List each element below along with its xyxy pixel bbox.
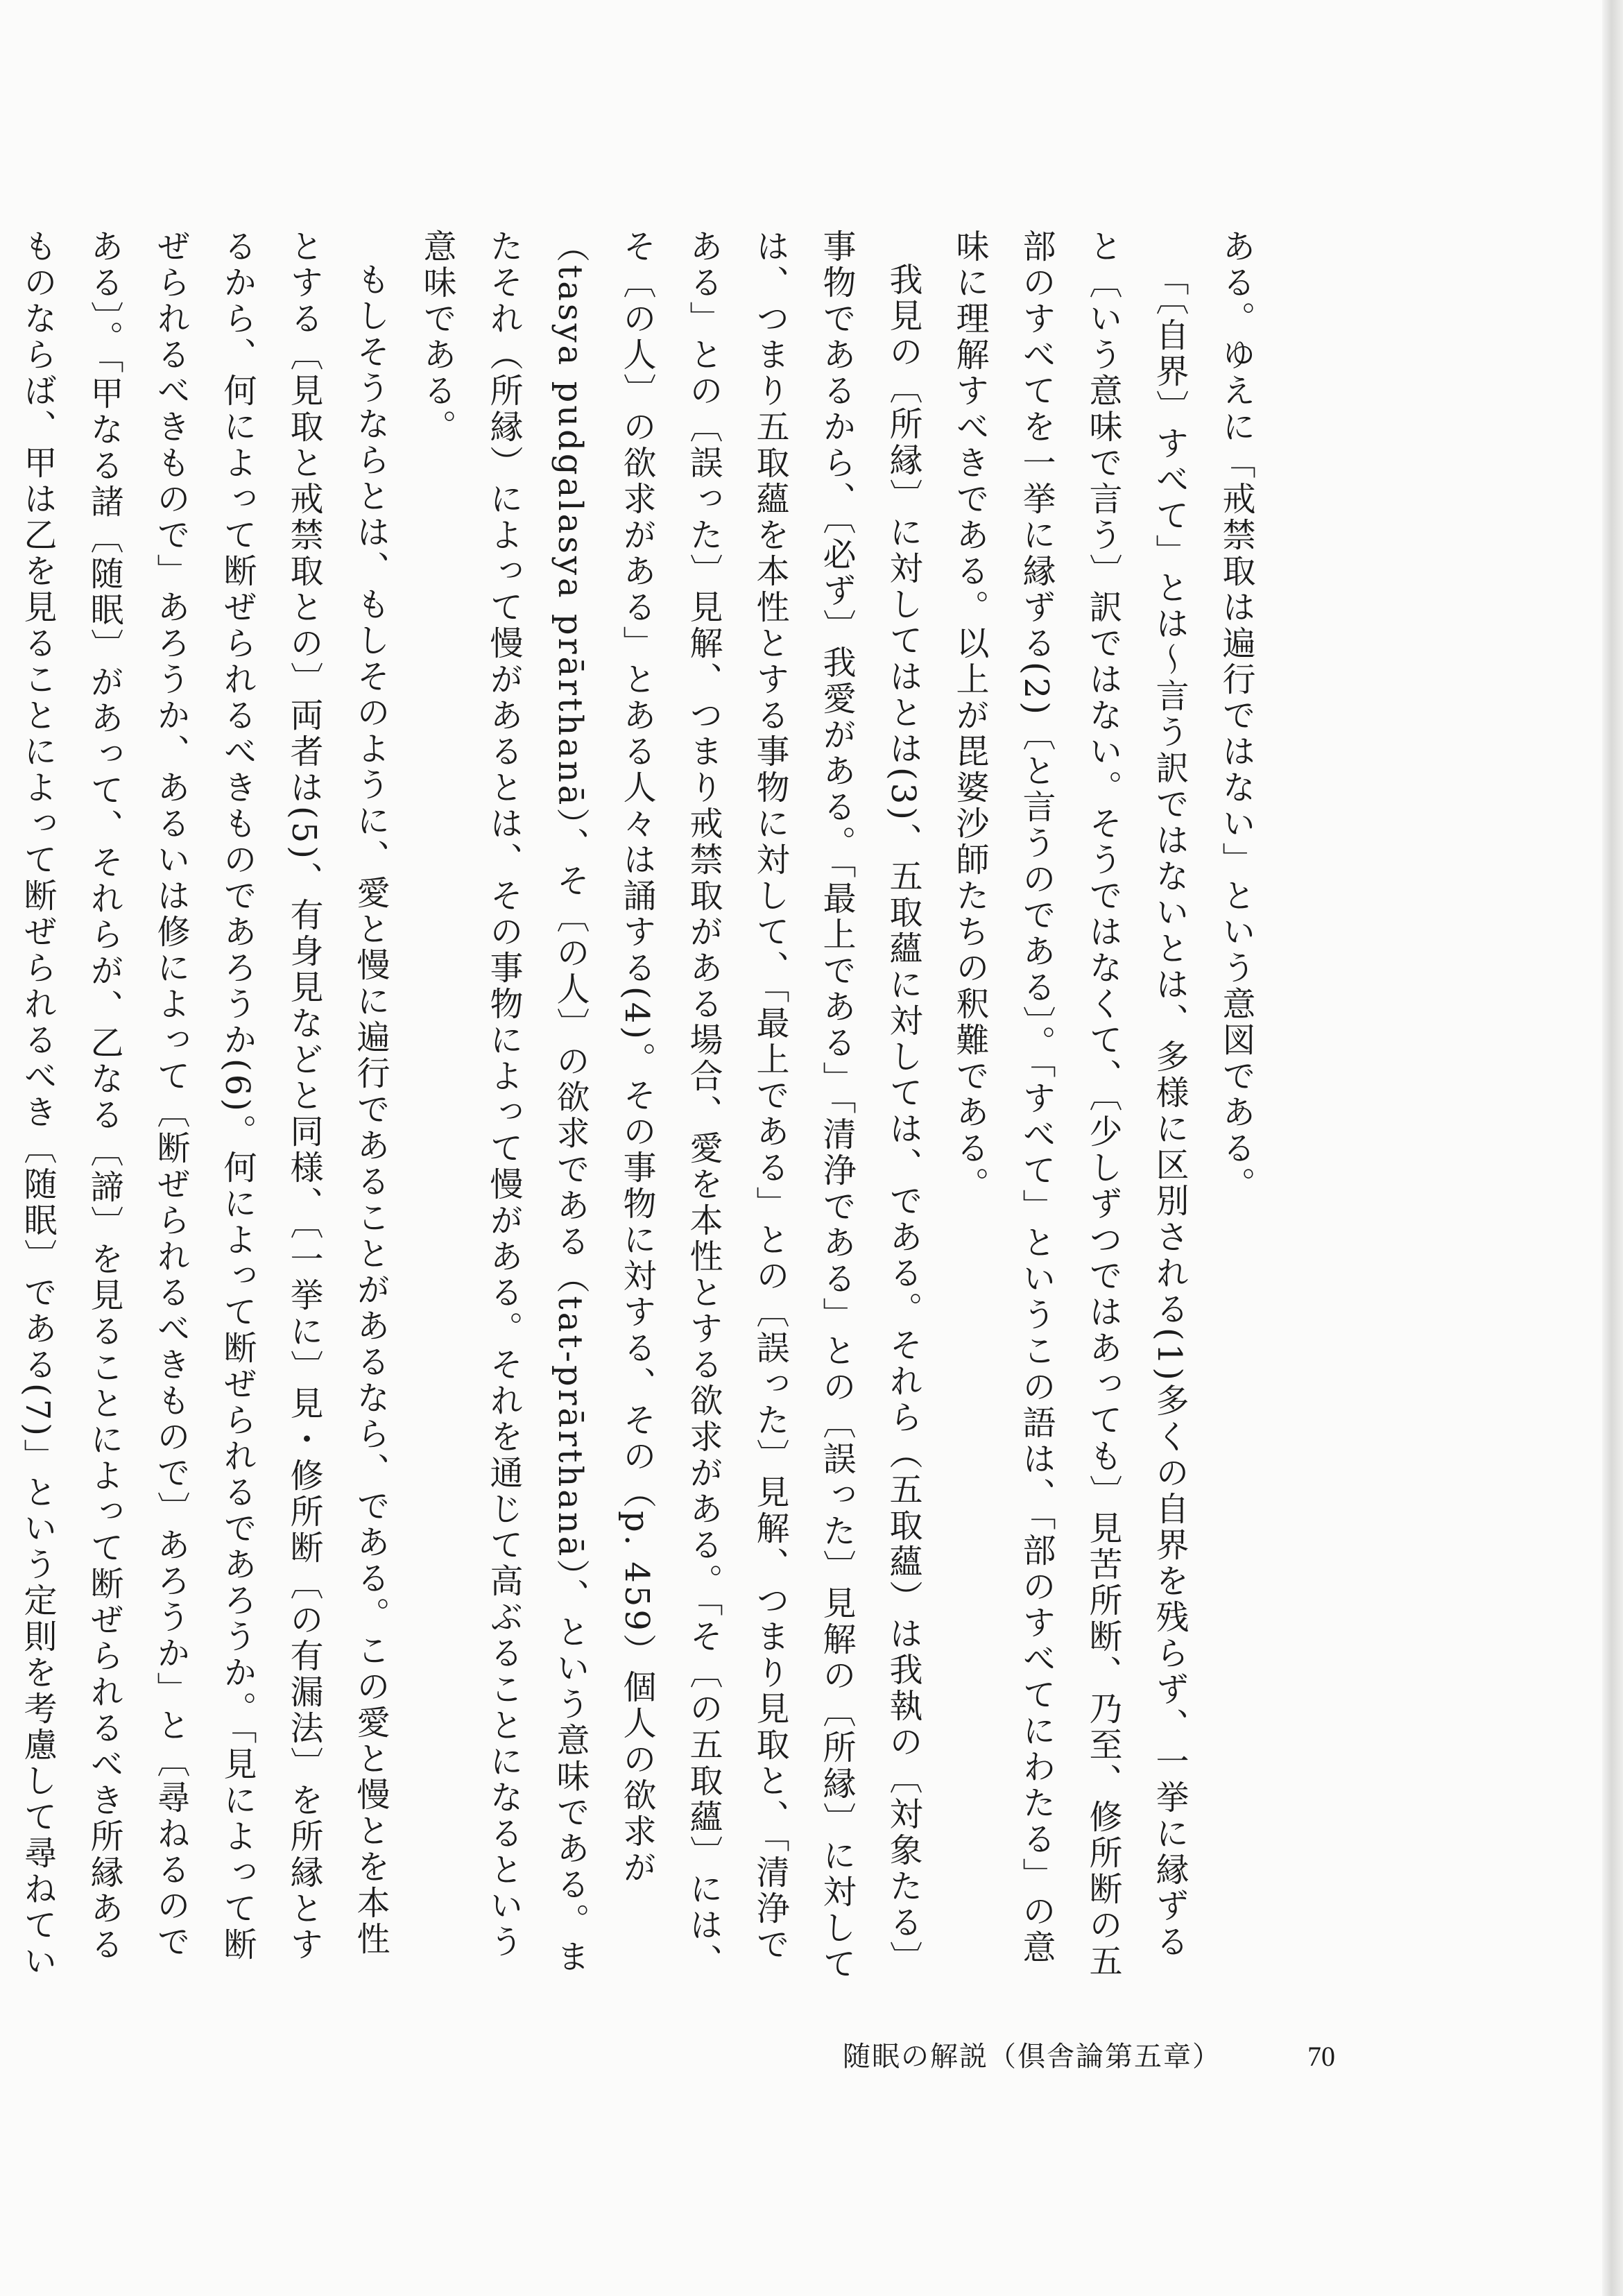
paragraph-1: ある。ゆえに「戒禁取は遍行ではない」という意図である。 bbox=[1217, 229, 1255, 1203]
paragraph-3: 我見の〔所縁〕に対してはとは(3)、五取蘊に対しては、である。それら（五取蘊）は我執の〔対象たる〕事物であるから、〔必ず〕我愛がある。「最上である」「清浄である」との〔誤った〕見解の〔所縁〕に対しては、つまり五取蘊を本性とする事物に対して、「最上である」との〔誤った〕見解、つまり見取と、「清浄である」との〔誤った〕見解、つまり戒禁取がある場合、愛を本性とする欲求がある。「そ〔の五取蘊〕には、そ〔の人〕の欲求がある」とある人々は誦する(4)。その事物に対する、その（p. 459）個人の欲求が（tasya pudgalasya prārthanā）、そ〔の人〕の欲求である（tat-prārthanā）、という意味である。またそれ（所縁）によって慢があるとは、その事物によって慢がある。それを通じて高ぶることになるという意味である。 bbox=[418, 229, 922, 1982]
scan-edge bbox=[1602, 0, 1623, 2296]
body-text bbox=[18, 229, 1269, 1991]
page-number: 70 bbox=[1307, 2041, 1335, 2072]
running-footer bbox=[843, 2036, 1273, 2077]
paragraph-2: 「〔自界〕すべて」とは〜言う訳ではないとは、多様に区別される(1)多くの自界を残らず、一挙に縁ずると〔いう意味で言う〕訳ではない。そうではなくて、〔少しずつではあっても〕見苦所断、乃至、修所断の五部のすべてを一挙に縁ずる(2)〔と言うのである〕。「すべて」というこの語は、「部のすべてにわたる」の意味に理解すべきである。以上が毘婆沙師たちの釈難である。 bbox=[950, 229, 1189, 1980]
paragraph-4: もしそうならとは、もしそのように、愛と慢に遍行であることがあるなら、である。この愛と慢とを本性とする〔見取と戒禁取との〕両者は(5)、有身見などと同様、〔一挙に〕見・修所断〔の有漏法〕を所縁とするから、何によって断ぜられるべきものであろうか(6)。何によって断ぜられるであろうか。「見によって断ぜられるべきもので」あろうか、あるいは修によって〔断ぜられるべきもので〕あろうか」と〔尋ねるのである〕。「甲なる諸〔随眠〕があって、それらが、乙なる〔諦〕を見ることによって断ぜられるべき所縁あるものならば、甲は乙を見ることによって断ぜられるべき〔随眠〕である(7)」という定則を考慮して尋ねてい bbox=[18, 229, 390, 1980]
running-title: 随眠の解説（倶舎論第五章） bbox=[843, 2041, 1221, 2073]
